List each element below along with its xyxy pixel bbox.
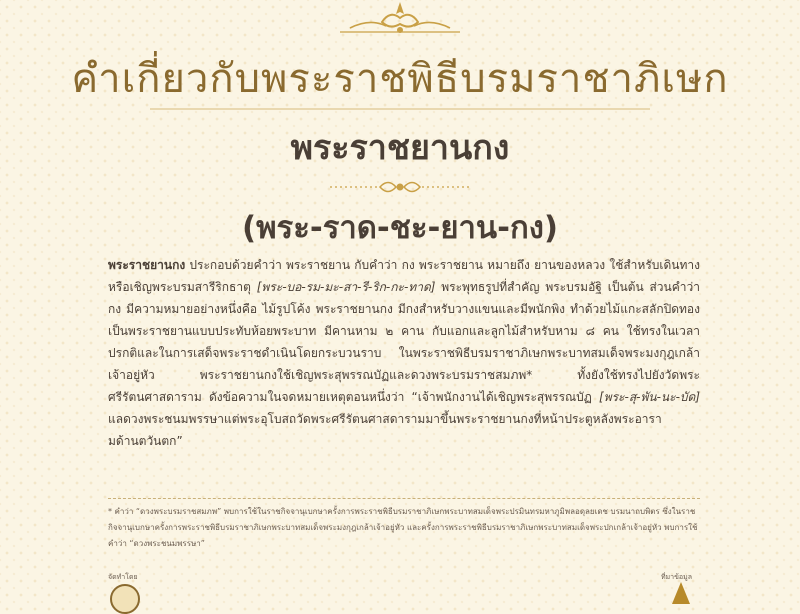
body-text-segment: ประกอบด้วยคำว่า พระราชยาน กับคำว่า กง พระราชยาน หมายถึง ยานของหลวง ใช้สำหรับเดินทางหรือเชิญพระบรมสารีริกธาตุ bbox=[108, 258, 700, 294]
crown-ornament-icon bbox=[340, 0, 460, 38]
body-paragraph bbox=[108, 254, 700, 452]
producer-logo-icon bbox=[110, 584, 140, 614]
pronunciation: (พระ-ราด-ชะ-ยาน-กง) bbox=[241, 210, 559, 246]
body-text-segment: แลดวงพระชนมพรรษาแต่พระอุโบสถวัดพระศรีรัตนศาสดารามมาขึ้นพระราชยานกงที่หน้าประตูหลังพระอารามด้านตวันตก” bbox=[108, 412, 662, 448]
header-divider bbox=[150, 104, 650, 114]
body-text-segment: พระพุทธรูปที่สำคัญ พระบรมอัฐิ เป็นต้น ส่วนคำว่า กง มีความหมายอย่างหนึ่งคือ ไม้รูปโค้ง พระราชยานกง มีกงสำหรับวางแขนและมีพนักพิง ทำด้วยไม้แกะสลักปิดทอง เป็นพระราชยานแบบประทับห้อยพระบาท มีคานหาม ๒ คาน กับแอกและลูกไม้สำหรับหาม ๘ คน ใช้ทรงในเวลาปรกติและในการเสด็จพระราชดำเนินโดยกระบวนราบ ในพระราชพิธีบรมราชาภิเษกพระบาทสมเด็จพระมงกุฎเกล้าเจ้าอยู่หัว พระราชยานกงใช้เชิญพระสุพรรณบัฏและดวงพระบรมราชสมภพ* ทั้งยังใช้ทรงไปยังวัดพระศรีรัตนศาสดาราม ดังข้อความในจดหมายเหตุตอนหนึ่งว่า “เจ้าพนักงานได้เชิญพระสุพรรณบัฏ bbox=[108, 280, 700, 404]
pronunciation-note: [พระ-บอ-รม-มะ-สา-รี-ริก-กะ-ทาด] bbox=[256, 280, 436, 294]
term-title: พระราชยานกง bbox=[290, 128, 510, 168]
pronunciation-note: [พระ-สุ-พัน-นะ-บัด] bbox=[599, 390, 700, 404]
credit-source-label: ที่มาข้อมูล bbox=[660, 573, 692, 581]
source-logo-icon bbox=[672, 582, 690, 604]
footnote: * คำว่า “ดวงพระบรมราชสมภพ” พบการใช้ในราชกิจจานุเบกษาครั้งการพระราชพิธีบรมราชาภิเษกพระบาทสมเด็จพระปรมินทรมหาภูมิพลอดุลยเดช บรมนาถบพิตร ซึ่งในราชกิจจานุเบกษาครั้งการพระราชพิธีบรมราชาภิเษกพระบาทสมเด็จพระมงกุฎเกล้าเจ้าอยู่หัว และครั้งการพระราชพิธีบรมราชาภิเษกพระบาทสมเด็จพระปกเกล้าเจ้าอยู่หัว พบการใช้คำว่า “ดวงพระชนมพรรษา” bbox=[108, 507, 698, 548]
divider-ornament-icon bbox=[330, 176, 470, 198]
footnote-divider bbox=[108, 498, 700, 499]
header-title: คำเกี่ยวกับพระราชพิธีบรมราชาภิเษก bbox=[71, 56, 729, 102]
term-keyword: พระราชยานกง bbox=[108, 258, 186, 272]
credit-producer-label: จัดทำโดย bbox=[108, 573, 138, 581]
